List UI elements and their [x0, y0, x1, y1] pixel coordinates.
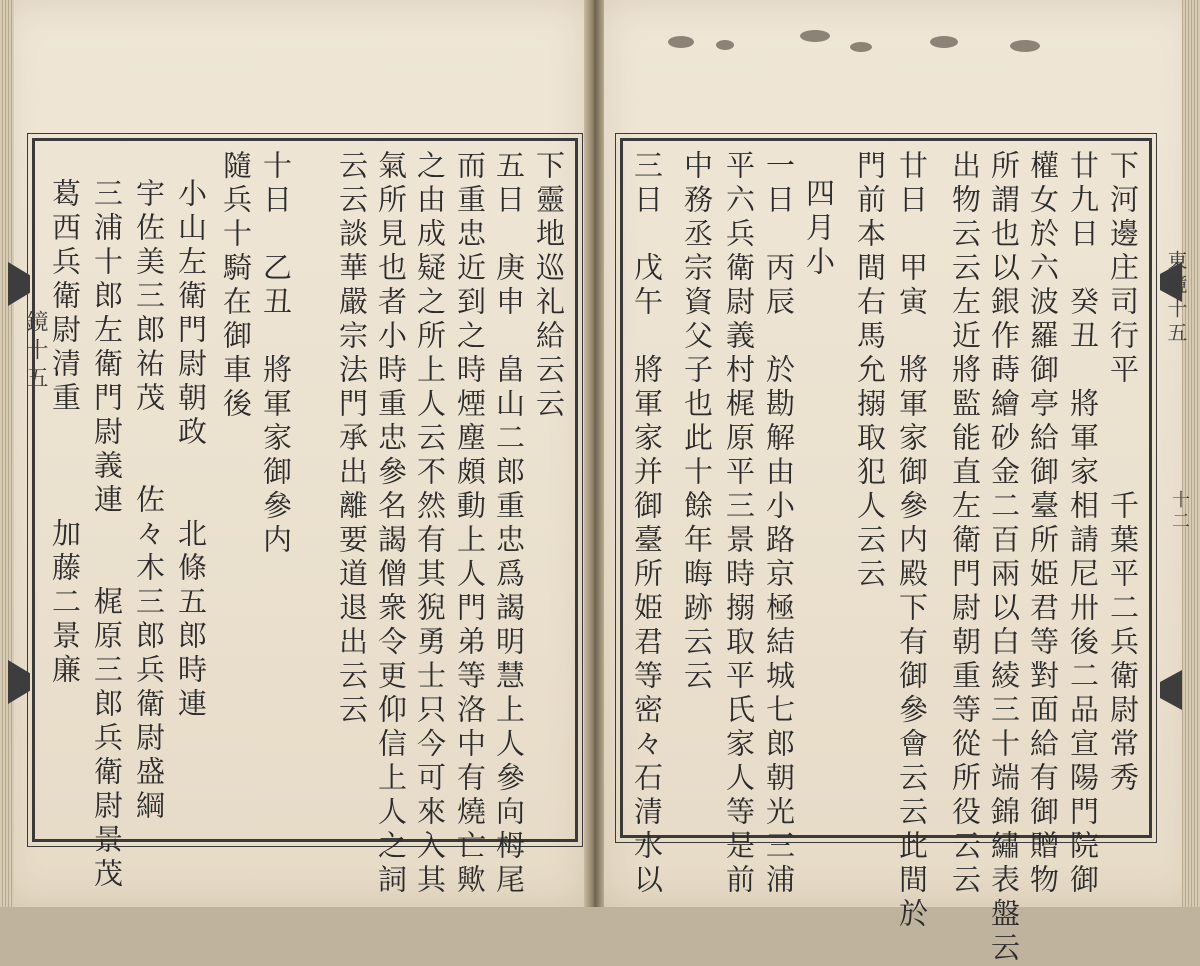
folio-number: 十二	[1169, 490, 1190, 532]
text-column: 廿日 甲寅 將軍家御參内殿下有御參會云云此間於	[895, 150, 929, 932]
book-gutter	[584, 0, 604, 907]
book-fore-edge-right	[1182, 0, 1200, 907]
text-column: 而重忠近到之時煙塵頗動上人門弟等洛中有燒亡歟	[453, 150, 487, 898]
text-column: 葛西兵衛尉清重 加藤二景廉	[48, 178, 82, 688]
ink-stain	[800, 30, 830, 42]
book-fore-edge-left	[0, 0, 14, 907]
ink-stain	[930, 36, 958, 48]
text-column: 氣所見也者小時重忠參名謁僧衆令更仰信上人之詞	[374, 150, 408, 898]
text-column: 之由成疑之所上人云不然有其猊勇士只今可來入其	[413, 150, 447, 898]
text-column: 門前本間右馬允搦取犯人云云	[853, 150, 887, 592]
month-heading: 四月小	[802, 178, 836, 280]
text-column: 所謂也以銀作蒔繪砂金二百兩以白綾三十端錦繡表盤云	[987, 150, 1021, 966]
text-column: 五日 庚申 畠山二郎重忠爲謁明慧上人參向栂尾	[492, 150, 526, 898]
text-column: 三浦十郎左衛門尉義連 梶原三郎兵衛尉景茂	[90, 178, 124, 892]
ink-stain	[1010, 40, 1040, 52]
text-column: 三日 戊午 將軍家并御臺所姫君等密々石清水以	[630, 150, 664, 898]
right-margin-title: 東鏡十五	[1164, 250, 1188, 346]
ink-stain	[850, 42, 872, 52]
text-column: 下靈地巡礼給云云	[532, 150, 566, 422]
text-column: 宇佐美三郎祐茂 佐々木三郎兵衛尉盛綱	[132, 178, 166, 824]
text-column: 廿九日 癸丑 將軍家相請尼卅後二品宣陽門院御	[1066, 150, 1100, 898]
text-column: 下河邊庄司行平 千葉平二兵衛尉常秀	[1106, 150, 1140, 796]
text-column: 權女於六波羅御亭給御臺所姫君等對面給有御贈物	[1026, 150, 1060, 898]
text-column: 出物云云左近將監能直左衛門尉朝重等從所役云云	[948, 150, 982, 898]
text-column: 中務丞宗資父子也此十餘年晦跡云云	[680, 150, 714, 694]
text-column: 一日 丙辰 於勘解由小路京極結城七郎朝光三浦	[762, 150, 796, 898]
left-margin-title: 鏡十五	[23, 310, 48, 394]
text-column: 小山左衛門尉朝政 北條五郎時連	[174, 178, 208, 722]
text-column: 云云談華嚴宗法門承出離要道退出云云	[335, 150, 369, 728]
ink-stain	[716, 40, 734, 50]
text-column: 隨兵十騎在御車後	[219, 150, 253, 422]
text-column: 十日 乙丑 將軍家御參内	[259, 150, 293, 558]
text-column: 平六兵衛尉義村梶原平三景時搦取平氏家人等是前	[722, 150, 756, 898]
ink-stain	[668, 36, 694, 48]
